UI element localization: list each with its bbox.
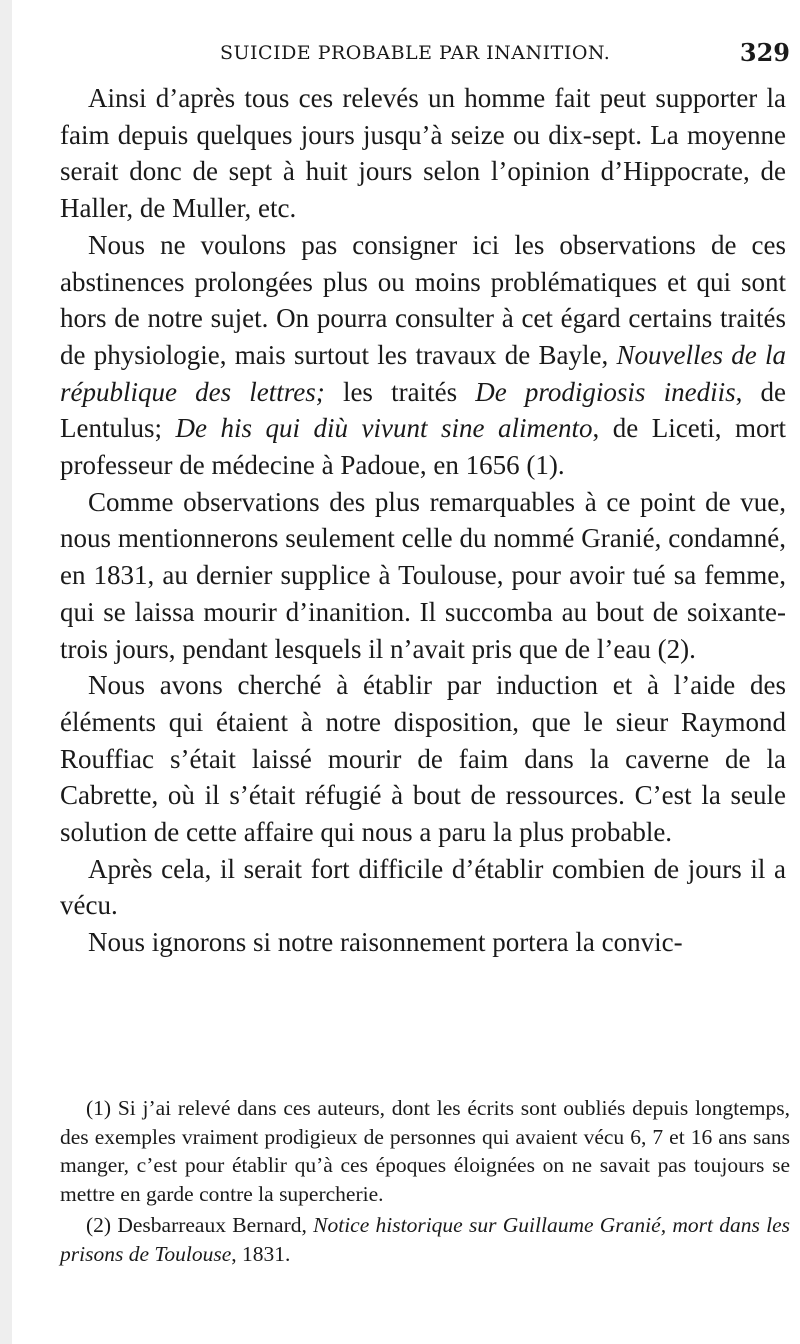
paragraph-2-text-e: , de Lentulus; — [60, 376, 786, 444]
title-de-prodigiosis: De prodigiosis inediis — [475, 376, 736, 407]
paragraph-6: Nous ignorons si notre raisonnement portera la convic- — [88, 927, 683, 958]
book-page — [12, 0, 800, 1344]
footnotes — [60, 1094, 790, 1272]
page-header — [60, 38, 790, 74]
paragraph-2 — [60, 227, 786, 484]
paragraph-2-text-a: Nous ne voulons pas consigner ici les observations de ces abstinences prolongées plus ou moins problématiques et qui sont hors de notre sujet. On pourra consulter à cet égard certains traités de physiologie, mais surtout les travaux de Bayle, — [60, 229, 786, 370]
footnote-2-text-a: (2) Desbarreaux Bernard, — [86, 1213, 314, 1238]
running-title: SUICIDE PROBABLE PAR INANITION. — [220, 42, 611, 64]
paragraph-4: Nous avons cherché à établir par induction et à l’aide des éléments qui étaient à notre disposition, que le sieur Raymond Rouffiac s’était laissé mourir de faim dans la caverne de la Cabrette, où il s’était réfugié à bout de ressources. C’est la seule solution de cette affaire qui nous a paru la plus probable. — [60, 670, 786, 848]
paragraph-2-text-c: les traités — [324, 376, 476, 407]
footnote-1: (1) Si j’ai relevé dans ces auteurs, dont les écrits sont oubliés depuis longtemps, des exemples vraiment prodigieux de personnes qui avaient vécu 6, 7 et 16 ans sans manger, c’est pour établir qu’à ces époques éloignées on ne savait pas toujours se mettre en garde contre la supercherie. — [60, 1096, 790, 1206]
footnote-2 — [60, 1211, 790, 1268]
body-text — [60, 80, 786, 961]
title-nouvelles-republique: Nouvelles de la république des lettres; — [60, 339, 786, 407]
footnote-2-title: Notice historique sur Guillaume Granié, mort dans les prisons de Toulouse — [60, 1213, 790, 1266]
page-number: 329 — [739, 38, 790, 67]
paragraph-3: Comme observations des plus remarquables à ce point de vue, nous mentionnerons seulement celle du nommé Granié, condamné, en 1831, au dernier supplice à Toulouse, pour avoir tué sa femme, qui se laissa mourir d’inanition. Il succomba au bout de soixante-trois jours, pendant lesquels il n’avait pris que de l’eau (2). — [60, 486, 786, 664]
paragraph-5: Après cela, il serait fort difficile d’établir combien de jours il a vécu. — [60, 853, 786, 921]
footnote-2-text-c: , 1831. — [231, 1241, 291, 1266]
paragraph-1: Ainsi d’après tous ces relevés un homme fait peut supporter la faim depuis quelques jours jusqu’à seize ou dix-sept. La moyenne serait donc de sept à huit jours selon l’opinion d’Hippocrate, de Haller, de Muller, etc. — [60, 83, 786, 224]
title-de-his-qui: De his qui diù vivunt sine alimento — [175, 413, 593, 444]
paragraph-2-text-g: , de Liceti, mort professeur de médecine à Padoue, en 1656 (1). — [60, 413, 786, 481]
